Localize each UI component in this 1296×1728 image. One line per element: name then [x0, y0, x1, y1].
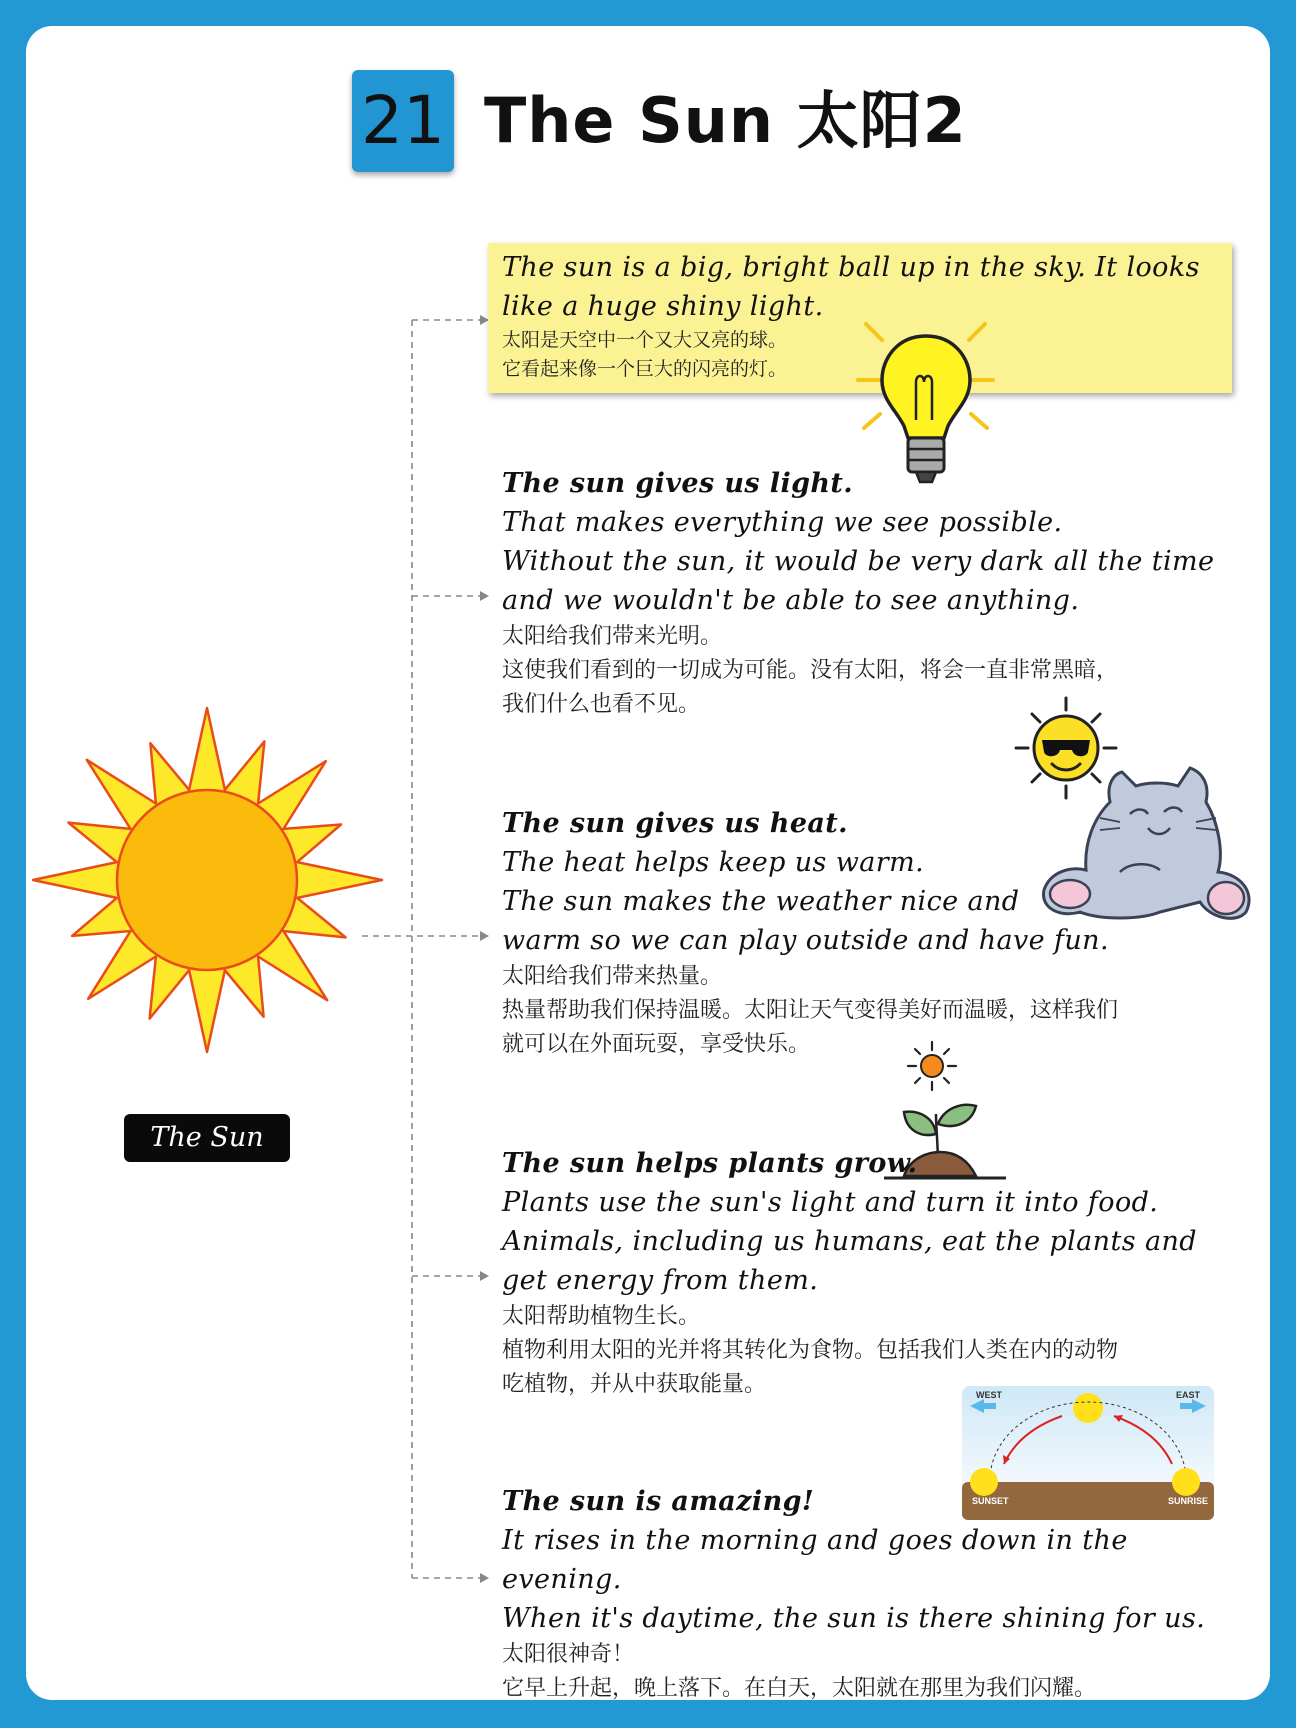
section-amazing-zh-line: 太阳很神奇！	[502, 1642, 635, 1667]
east-label: EAST	[1176, 1390, 1201, 1400]
section-plants-zh-line: 植物利用太阳的光并将其转化为食物。包括我们人类在内的动物	[502, 1338, 1119, 1363]
section-light-zh-line: 这使我们看到的一切成为可能。没有太阳，将会一直非常黑暗，	[502, 658, 1119, 683]
sunrise-label: SUNRISE	[1168, 1496, 1209, 1506]
section-light-en-line: Without the sun, it would be very dark all the time	[502, 546, 1215, 577]
section-amazing-heading: The sun is amazing!	[502, 1486, 815, 1517]
section-heat-en-line: The heat helps keep us warm.	[502, 847, 925, 878]
section-intro-zh-line: 它看起来像一个巨大的闪亮的灯。	[502, 358, 788, 380]
light-bulb-icon	[838, 310, 1013, 490]
section-plants-zh-line: 吃植物，并从中获取能量。	[502, 1372, 767, 1397]
page-title: The Sun 太阳2	[484, 84, 967, 157]
section-amazing-zh-line: 它早上升起，晚上落下。在白天，太阳就在那里为我们闪耀。	[502, 1676, 1097, 1701]
section-heat-en-line: The sun makes the weather nice and	[502, 886, 1020, 917]
section-amazing-en-line: When it's daytime, the sun is there shining for us.	[502, 1603, 1206, 1634]
section-light-en-line: and we wouldn't be able to see anything.	[502, 585, 1080, 616]
sun-illustration	[22, 690, 392, 1070]
section-intro-en-line: The sun is a big, bright ball up in the sky. It looks	[502, 252, 1200, 283]
section-intro-en-line: like a huge shiny light.	[502, 291, 824, 322]
section-plants	[502, 1144, 1242, 1402]
section-heat-en-line: warm so we can play outside and have fun.	[502, 925, 1109, 956]
center-topic-label: The Sun	[124, 1114, 290, 1162]
section-amazing-en-line: It rises in the morning and goes down in the evening.	[502, 1525, 1128, 1595]
section-light-en-line: That makes everything we see possible.	[502, 507, 1063, 538]
section-plants-heading: The sun helps plants grow.	[502, 1148, 918, 1179]
section-light-zh-line: 我们什么也看不见。	[502, 692, 701, 717]
section-plants-en-line: Animals, including us humans, eat the plants and	[502, 1226, 1197, 1257]
section-light	[502, 464, 1242, 722]
section-heat	[502, 804, 1242, 1062]
section-plants-en-line: get energy from them.	[502, 1265, 819, 1296]
section-heat-zh-line: 就可以在外面玩耍，享受快乐。	[502, 1032, 811, 1057]
section-plants-zh-line: 太阳帮助植物生长。	[502, 1304, 701, 1329]
section-plants-en-line: Plants use the sun's light and turn it into food.	[502, 1187, 1159, 1218]
section-amazing	[502, 1482, 1242, 1706]
section-intro-zh-line: 太阳是天空中一个又大又亮的球。	[502, 329, 788, 351]
section-heat-zh-line: 热量帮助我们保持温暖。太阳让天气变得美好而温暖，这样我们	[502, 998, 1119, 1023]
sunset-label: SUNSET	[972, 1496, 1009, 1506]
lesson-number-badge: 21	[352, 70, 454, 172]
section-light-zh-line: 太阳给我们带来光明。	[502, 624, 723, 649]
section-heat-heading: The sun gives us heat.	[502, 808, 848, 839]
section-heat-zh-line: 太阳给我们带来热量。	[502, 964, 723, 989]
west-label: WEST	[976, 1390, 1002, 1400]
section-light-heading: The sun gives us light.	[502, 468, 854, 499]
